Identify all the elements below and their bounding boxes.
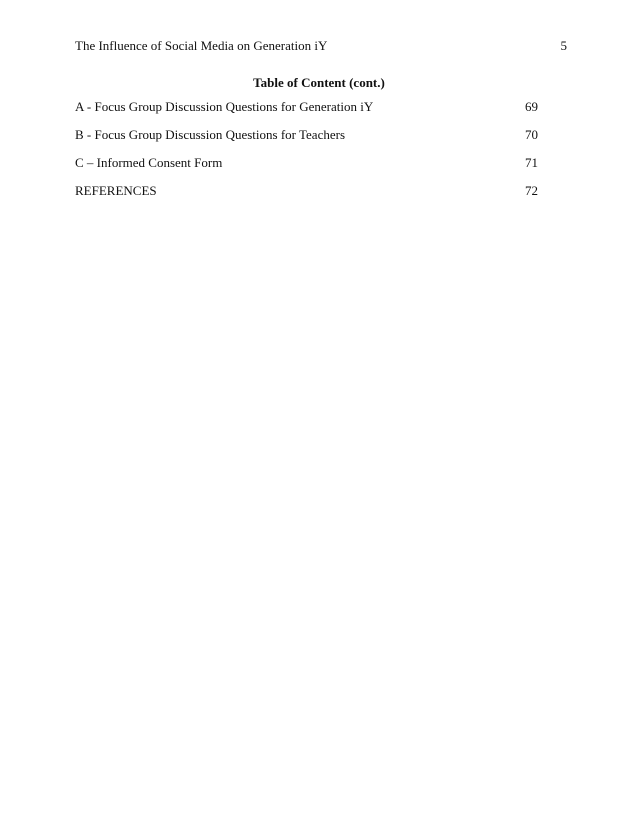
toc-entry-page: 72 <box>525 183 538 198</box>
toc-entry-label: A - Focus Group Discussion Questions for Generation iY <box>75 99 374 114</box>
toc-entry-appendix-b <box>75 126 538 154</box>
toc-entry-label: REFERENCES <box>75 183 157 198</box>
toc-entry-appendix-a <box>75 98 538 126</box>
toc-entry-label: B - Focus Group Discussion Questions for Teachers <box>75 127 346 142</box>
running-head <box>75 37 567 55</box>
page-number: 5 <box>560 38 567 53</box>
toc-entry-references <box>75 182 538 210</box>
toc-entry-label: C – Informed Consent Form <box>75 155 223 170</box>
toc-entry-page: 69 <box>525 99 538 114</box>
toc-heading: Table of Content (cont.) <box>253 75 385 90</box>
toc-list <box>75 98 538 210</box>
toc-entry-page: 71 <box>525 155 538 170</box>
running-title: The Influence of Social Media on Generation iY <box>75 38 328 53</box>
toc-entry-page: 70 <box>525 127 538 142</box>
toc-entry-appendix-c <box>75 154 538 182</box>
